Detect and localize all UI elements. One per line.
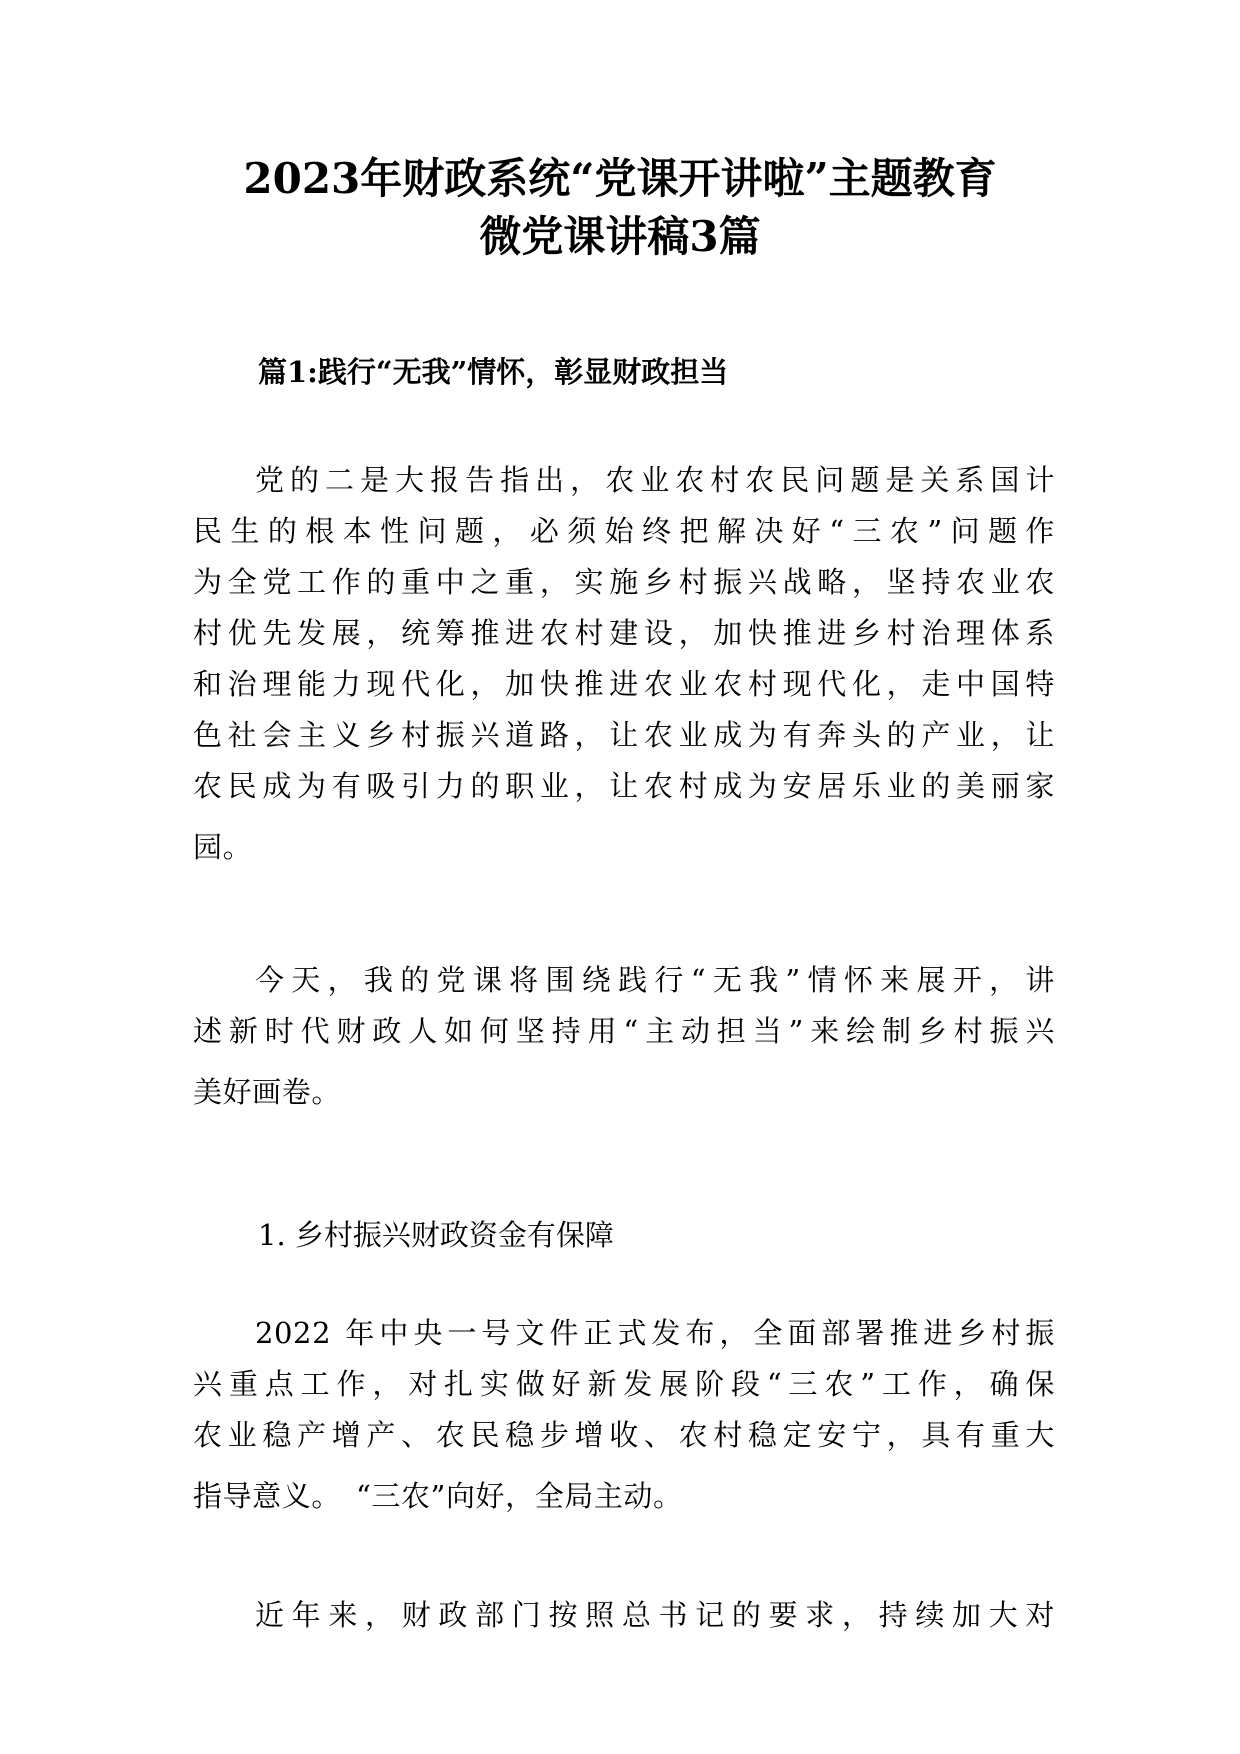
paragraph-line: 农业稳产增产、农民稳步增收、农村稳定安宁，具有重大 [193,1418,1055,1452]
paragraph-line: 兴重点工作，对扎实做好新发展阶段“三农”工作，确保 [193,1367,1055,1401]
paragraph-line: 指导意义。 “三农”向好，全局主动。 [193,1479,683,1513]
paragraph-line: 村优先发展，统筹推进农村建设，加快推进乡村治理体系 [193,616,1055,650]
paragraph-line: 述新时代财政人如何坚持用“主动担当”来绘制乡村振兴 [193,1014,1055,1048]
paragraph-2 [193,955,1055,1118]
paragraph-line: 民生的根本性问题，必须始终把解决好“三农”问题作 [193,514,1055,548]
paragraph-line: 园。 [193,830,253,864]
paragraph-3 [193,1308,1055,1522]
title-line-1: 2023年财政系统“党课开讲啦”主题教育 [243,154,997,203]
section-subheading: 篇1:践行“无我”情怀，彰显财政担当 [258,355,729,389]
paragraph-line: 2022 年中央一号文件正式发布，全面部署推进乡村振 [255,1316,1055,1350]
paragraph-1 [193,455,1055,873]
document-title [150,150,1090,266]
paragraph-line: 色社会主义乡村振兴道路，让农业成为有奔头的产业，让 [193,718,1055,752]
paragraph-line: 党的二是大报告指出，农业农村农民问题是关系国计 [255,463,1055,497]
paragraph-line: 美好画卷。 [193,1075,341,1109]
paragraph-4 [193,1590,1055,1641]
paragraph-line: 农民成为有吸引力的职业，让农村成为安居乐业的美丽家 [193,769,1055,803]
title-line-2: 微党课讲稿3篇 [479,212,761,261]
paragraph-line: 近年来，财政部门按照总书记的要求，持续加大对 [255,1598,1055,1632]
paragraph-line: 今天，我的党课将围绕践行“无我”情怀来展开，讲 [255,963,1055,997]
section-1-heading: 1. 乡村振兴财政资金有保障 [258,1218,614,1252]
paragraph-line: 和治理能力现代化，加快推进农业农村现代化，走中国特 [193,667,1055,701]
paragraph-line: 为全党工作的重中之重，实施乡村振兴战略，坚持农业农 [193,565,1055,599]
